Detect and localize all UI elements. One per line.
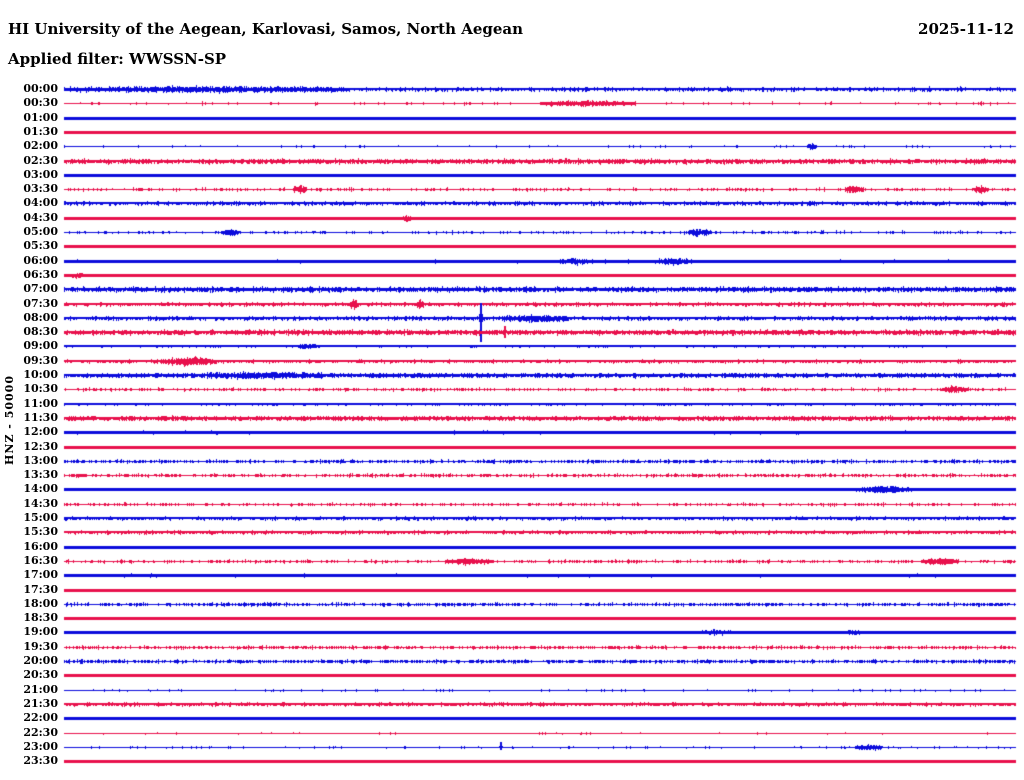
time-label: 06:00 — [23, 254, 58, 267]
time-label: 00:00 — [23, 82, 58, 95]
time-label: 14:30 — [23, 497, 58, 510]
time-label: 17:30 — [23, 583, 58, 596]
time-label: 22:30 — [23, 726, 58, 739]
time-label: 03:30 — [23, 182, 58, 195]
time-label: 01:30 — [23, 125, 58, 138]
time-label: 21:00 — [23, 683, 58, 696]
time-label: 11:00 — [23, 397, 58, 410]
time-label: 13:00 — [23, 454, 58, 467]
time-label: 21:30 — [23, 697, 58, 710]
time-label: 18:00 — [23, 597, 58, 610]
time-label: 02:00 — [23, 139, 58, 152]
time-label: 00:30 — [23, 96, 58, 109]
time-label: 08:00 — [23, 311, 58, 324]
time-label: 02:30 — [23, 154, 58, 167]
time-label: 03:00 — [23, 168, 58, 181]
time-label: 11:30 — [23, 411, 58, 424]
time-label: 14:00 — [23, 482, 58, 495]
time-label: 15:30 — [23, 525, 58, 538]
time-label: 18:30 — [23, 611, 58, 624]
time-label: 15:00 — [23, 511, 58, 524]
time-label: 13:30 — [23, 468, 58, 481]
time-label: 06:30 — [23, 268, 58, 281]
time-label: 20:30 — [23, 668, 58, 681]
time-label: 09:00 — [23, 339, 58, 352]
time-label: 07:00 — [23, 282, 58, 295]
time-label: 08:30 — [23, 325, 58, 338]
time-label: 12:30 — [23, 440, 58, 453]
time-label: 16:00 — [23, 540, 58, 553]
time-label: 10:00 — [23, 368, 58, 381]
time-axis-labels — [0, 0, 58, 780]
time-label: 05:30 — [23, 239, 58, 252]
time-label: 01:00 — [23, 111, 58, 124]
time-label: 09:30 — [23, 354, 58, 367]
time-label: 16:30 — [23, 554, 58, 567]
time-label: 04:30 — [23, 211, 58, 224]
time-label: 20:00 — [23, 654, 58, 667]
time-label: 10:30 — [23, 382, 58, 395]
time-label: 12:00 — [23, 425, 58, 438]
time-label: 07:30 — [23, 297, 58, 310]
time-label: 23:30 — [23, 754, 58, 767]
time-label: 22:00 — [23, 711, 58, 724]
time-label: 17:00 — [23, 568, 58, 581]
time-label: 19:30 — [23, 640, 58, 653]
time-label: 05:00 — [23, 225, 58, 238]
time-label: 04:00 — [23, 196, 58, 209]
time-label: 19:00 — [23, 625, 58, 638]
time-label: 23:00 — [23, 740, 58, 753]
